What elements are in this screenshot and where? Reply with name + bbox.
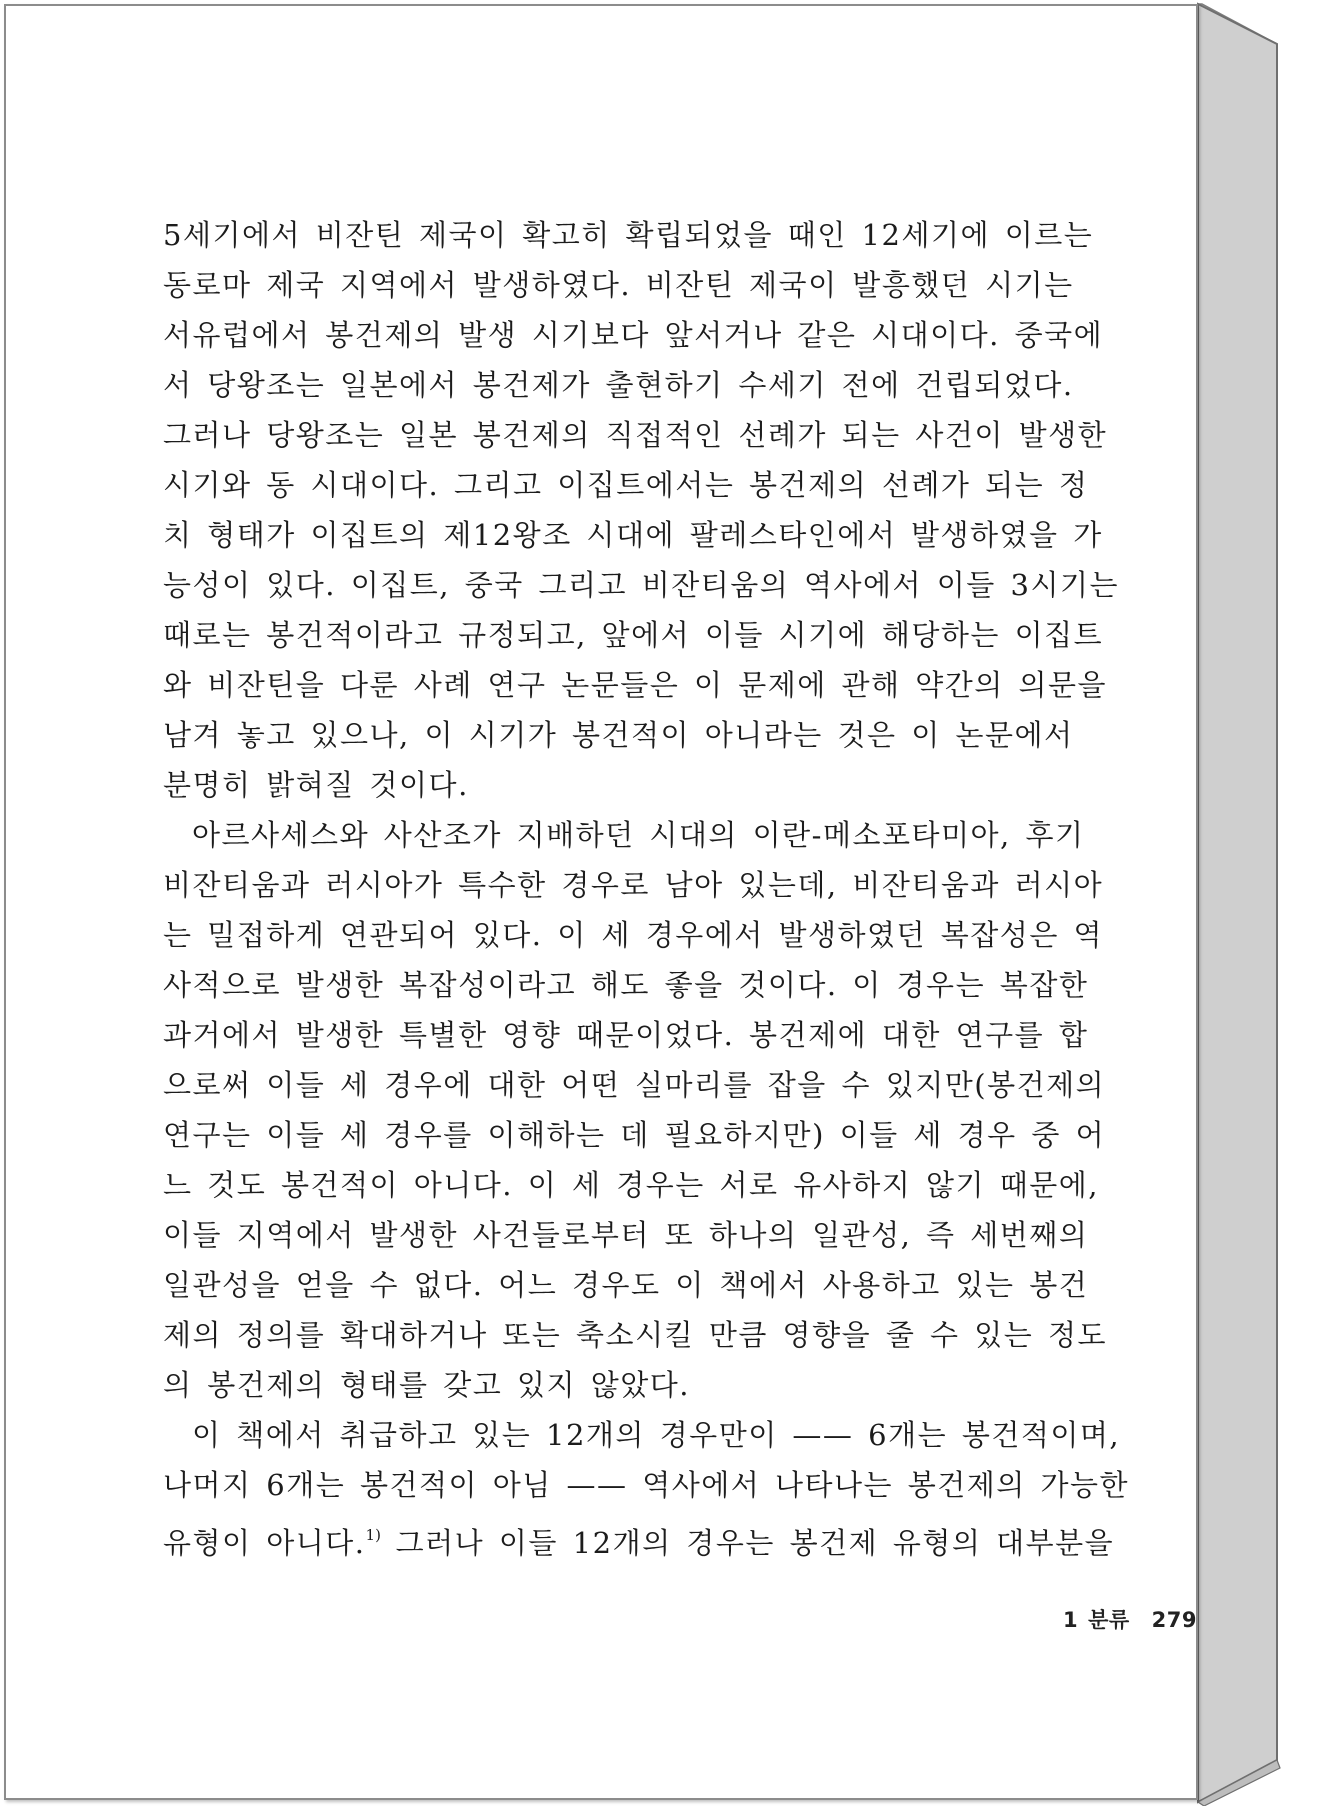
- paragraph-3: [163, 1410, 1130, 1560]
- text-line: 이들 지역에서 발생한 사건들로부터 또 하나의 일관성, 즉 세번째의: [163, 1218, 1089, 1252]
- text-line: 남겨 놓고 있으나, 이 시기가 봉건적이 아니라는 것은 이 논문에서: [163, 718, 1074, 752]
- text-line: 비잔티움과 러시아가 특수한 경우로 남아 있는데, 비잔티움과 러시아: [163, 868, 1104, 902]
- text-line: 사적으로 발생한 복잡성이라고 해도 좋을 것이다. 이 경우는 복잡한: [163, 968, 1089, 1002]
- text-line-rest: 그러나 이들 12개의 경우는 봉건제 유형의 대부분을: [380, 1526, 1115, 1560]
- paragraph-2: [163, 810, 1108, 1410]
- text-line: 이 책에서 취급하고 있는 12개의 경우만이 —— 6개는 봉건적이며,: [192, 1418, 1121, 1452]
- text-line: 일관성을 얻을 수 없다. 어느 경우도 이 책에서 사용하고 있는 봉건: [163, 1268, 1089, 1302]
- page-number: 279: [1151, 1608, 1197, 1632]
- paragraph-1: [163, 210, 1120, 810]
- text-line: 때로는 봉건적이라고 규정되고, 앞에서 이들 시기에 해당하는 이집트: [163, 618, 1104, 652]
- text-line: 의 봉건제의 형태를 갖고 있지 않았다.: [163, 1368, 691, 1402]
- body-text: [163, 210, 1130, 1560]
- text-line: 는 밀접하게 연관되어 있다. 이 세 경우에서 발생하였던 복잡성은 역: [163, 918, 1104, 952]
- text-line: 제의 정의를 확대하거나 또는 축소시킬 만큼 영향을 줄 수 있는 정도: [163, 1318, 1108, 1352]
- text-line: 으로써 이들 세 경우에 대한 어떤 실마리를 잡을 수 있지만(봉건제의: [163, 1068, 1106, 1102]
- text-line: 서유럽에서 봉건제의 발생 시기보다 앞서거나 같은 시대이다. 중국에: [163, 318, 1104, 352]
- text-line: 동로마 제국 지역에서 발생하였다. 비잔틴 제국이 발흥했던 시기는: [163, 268, 1074, 302]
- text-line: 나머지 6개는 봉건적이 아님 —— 역사에서 나타나는 봉건제의 가능한: [163, 1468, 1130, 1502]
- text-line: 5세기에서 비잔틴 제국이 확고히 확립되었을 때인 12세기에 이르는: [163, 218, 1094, 252]
- text-line: 연구는 이들 세 경우를 이해하는 데 필요하지만) 이들 세 경우 중 어: [163, 1118, 1106, 1152]
- text-line: 아르사세스와 사산조가 지배하던 시대의 이란-메소포타미아, 후기: [192, 818, 1085, 852]
- text-line: 치 형태가 이집트의 제12왕조 시대에 팔레스타인에서 발생하였을 가: [163, 518, 1103, 552]
- text-line-start: 유형이 아니다.: [163, 1526, 366, 1560]
- page-footer: [1063, 1604, 1197, 1634]
- footnote-marker[interactable]: 1): [365, 1526, 381, 1544]
- chapter-number: 1: [1062, 1608, 1079, 1632]
- text-line: 와 비잔틴을 다룬 사례 연구 논문들은 이 문제에 관해 약간의 의문을: [163, 668, 1108, 702]
- text-line: 능성이 있다. 이집트, 중국 그리고 비잔티움의 역사에서 이들 3시기는: [163, 568, 1120, 602]
- text-line: 느 것도 봉건적이 아니다. 이 세 경우는 서로 유사하지 않기 때문에,: [163, 1168, 1099, 1202]
- text-line: 서 당왕조는 일본에서 봉건제가 출현하기 수세기 전에 건립되었다.: [163, 368, 1074, 402]
- text-line: 분명히 밝혀질 것이다.: [163, 768, 469, 802]
- text-line: 시기와 동 시대이다. 그리고 이집트에서는 봉건제의 선례가 되는 정: [163, 468, 1089, 502]
- text-line: 그러나 당왕조는 일본 봉건제의 직접적인 선례가 되는 사건이 발생한: [163, 418, 1108, 452]
- text-line: 과거에서 발생한 특별한 영향 때문이었다. 봉건제에 대한 연구를 합: [163, 1018, 1089, 1052]
- text-line: [163, 1510, 1115, 1560]
- chapter-title: 분류: [1088, 1608, 1130, 1632]
